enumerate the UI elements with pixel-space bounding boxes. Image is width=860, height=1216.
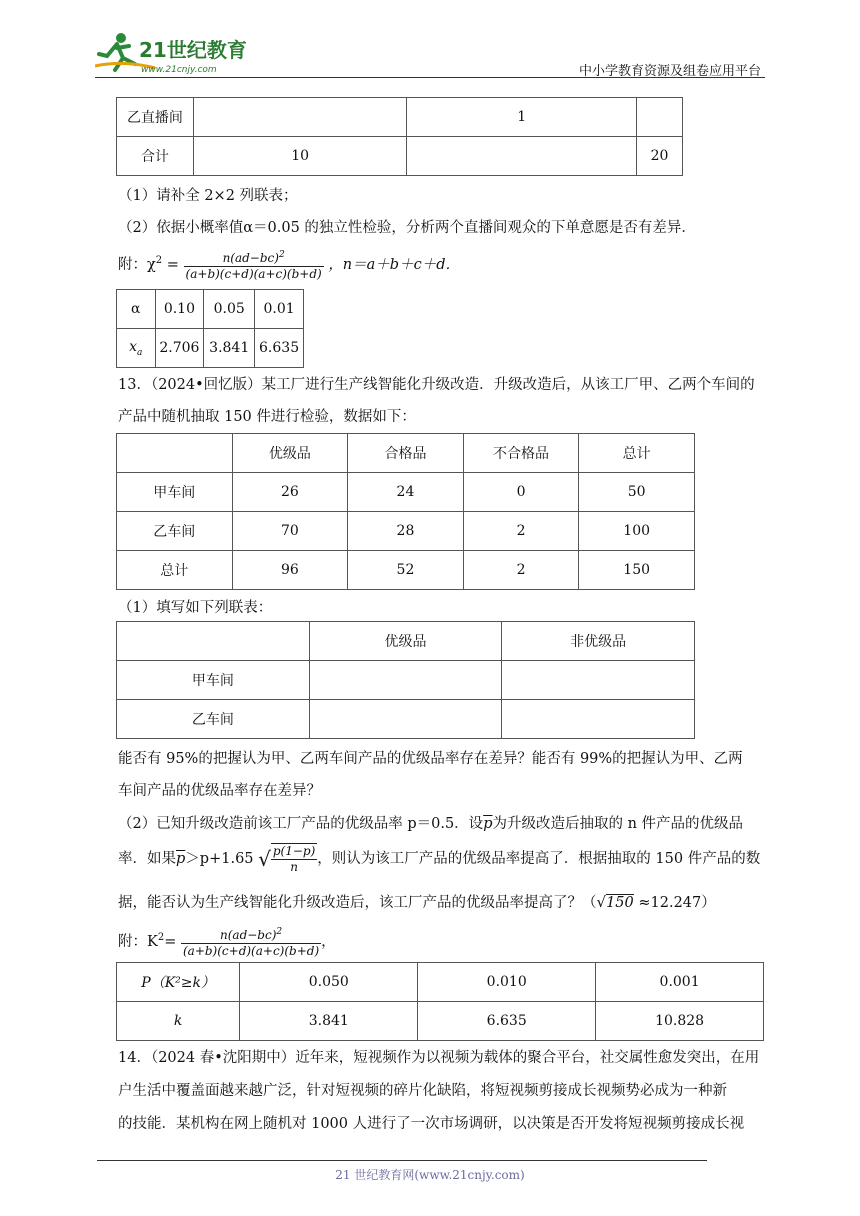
q13-line3: 能否有 95%的把握认为甲、乙两车间产品的优级品率存在差异？能否有 99%的把握认为甲、乙两 xyxy=(118,751,743,767)
table-row: k 3.841 6.635 10.828 xyxy=(117,1002,764,1041)
table-row: $x_a$ 2.706 3.841 6.635 xyxy=(117,329,304,368)
alpha-table xyxy=(116,289,304,368)
q12-part2: （2）依据小概率值α＝0.05 的独立性检验，分析两个直播间观众的下单意愿是否有差异． xyxy=(118,220,696,236)
q12-formula: 附：$\chi^2$ = $\frac{n(ad-bc)^2}{(a+b)(c+d)(a+c)(b+d)}$ ，n＝a＋b＋c＋d． xyxy=(118,250,460,281)
sqrt-expression: √ $\frac{p(1-p)}{n}$ xyxy=(258,844,316,874)
table-row: 乙车间 xyxy=(117,700,695,739)
q13-line2: 产品中随机抽取 150 件进行检验，数据如下： xyxy=(118,409,416,425)
q13-line4: 车间产品的优级品率存在差异？ xyxy=(118,783,321,799)
table-row: 乙直播间 1 xyxy=(117,98,683,137)
q13-line7: 据，能否认为生产线智能化升级改造后，该工厂产品的优级品率提高了？（√150 ≈12.247） xyxy=(118,893,716,911)
q14-line3: 的技能．某机构在网上随机对 1000 人进行了一次市场调研，以决策是否开发将短视频剪接成长视 xyxy=(118,1116,745,1132)
contingency-table-top xyxy=(116,97,683,176)
table-row: 乙车间 70 28 2 100 xyxy=(117,512,695,551)
svg-text:www.21cnjy.com: www.21cnjy.com xyxy=(141,65,217,75)
footer-text: 21 世纪教育网(www.21cnjy.com) xyxy=(335,1168,525,1182)
table-row: 合计 10 20 xyxy=(117,137,683,176)
q13-line1: 13．（2024•回忆版）某工厂进行生产线智能化升级改造．升级改造后，从该工厂甲、乙两个车间的 xyxy=(118,377,755,393)
q13-part1: （1）填写如下列联表： xyxy=(118,600,273,616)
svg-text:21世纪教育: 21世纪教育 xyxy=(139,38,247,62)
fill-in-contingency-table xyxy=(116,621,695,739)
table-row: 优级品 非优级品 xyxy=(117,622,695,661)
table-row: P（K²≥k） 0.050 0.010 0.001 xyxy=(117,963,764,1002)
q13-line5: （2）已知升级改造前该工厂产品的优级品率 p＝0.5．设$\overline{p}$为升级改造后抽取的 n 件产品的优级品 xyxy=(118,816,744,832)
table-row: 甲车间 26 24 0 50 xyxy=(117,473,695,512)
platform-name: 中小学教育资源及组卷应用平台 xyxy=(578,64,761,79)
table-row: 甲车间 xyxy=(117,661,695,700)
q13-line6: 率．如果$\overline{p}>p+1.65$ √ $\frac{p(1-p)}{n}$ ，则认为该工厂产品的优级品率提高了．根据抽取的 150 件产品的数 xyxy=(118,844,761,874)
footer-divider xyxy=(97,1160,707,1161)
k-square-fraction: $\frac{n(ad-bc)^2}{(a+b)(c+d)(a+c)(b+d)}$ xyxy=(182,927,320,958)
k-critical-table xyxy=(116,962,764,1041)
workshop-data-table xyxy=(116,433,695,590)
q12-part1: （1）请补全 2×2 列联表； xyxy=(118,188,298,204)
header-divider xyxy=(95,77,765,78)
p-bar: $\overline{p}$ xyxy=(483,816,493,832)
q13-formula: 附：$K^2=$ $\frac{n(ad-bc)^2}{(a+b)(c+d)(a+c)(b+d)}$ ， xyxy=(118,927,336,958)
table-row: α 0.10 0.05 0.01 xyxy=(117,290,304,329)
table-row: 优级品 合格品 不合格品 总计 xyxy=(117,434,695,473)
q14-line1: 14．（2024 春•沈阳期中）近年来，短视频作为以视频为载体的聚合平台，社交属性愈发突出，在用 xyxy=(118,1050,760,1066)
q14-line2: 户生活中覆盖面越来越广泛，针对短视频的碎片化缺陷，将短视频剪接成长视频势必成为一种新 xyxy=(118,1083,727,1099)
table-row: 总计 96 52 2 150 xyxy=(117,551,695,590)
logo xyxy=(95,30,265,76)
chi-square-fraction: $\frac{n(ad-bc)^2}{(a+b)(c+d)(a+c)(b+d)}$ xyxy=(185,250,322,281)
page-header xyxy=(95,30,765,79)
